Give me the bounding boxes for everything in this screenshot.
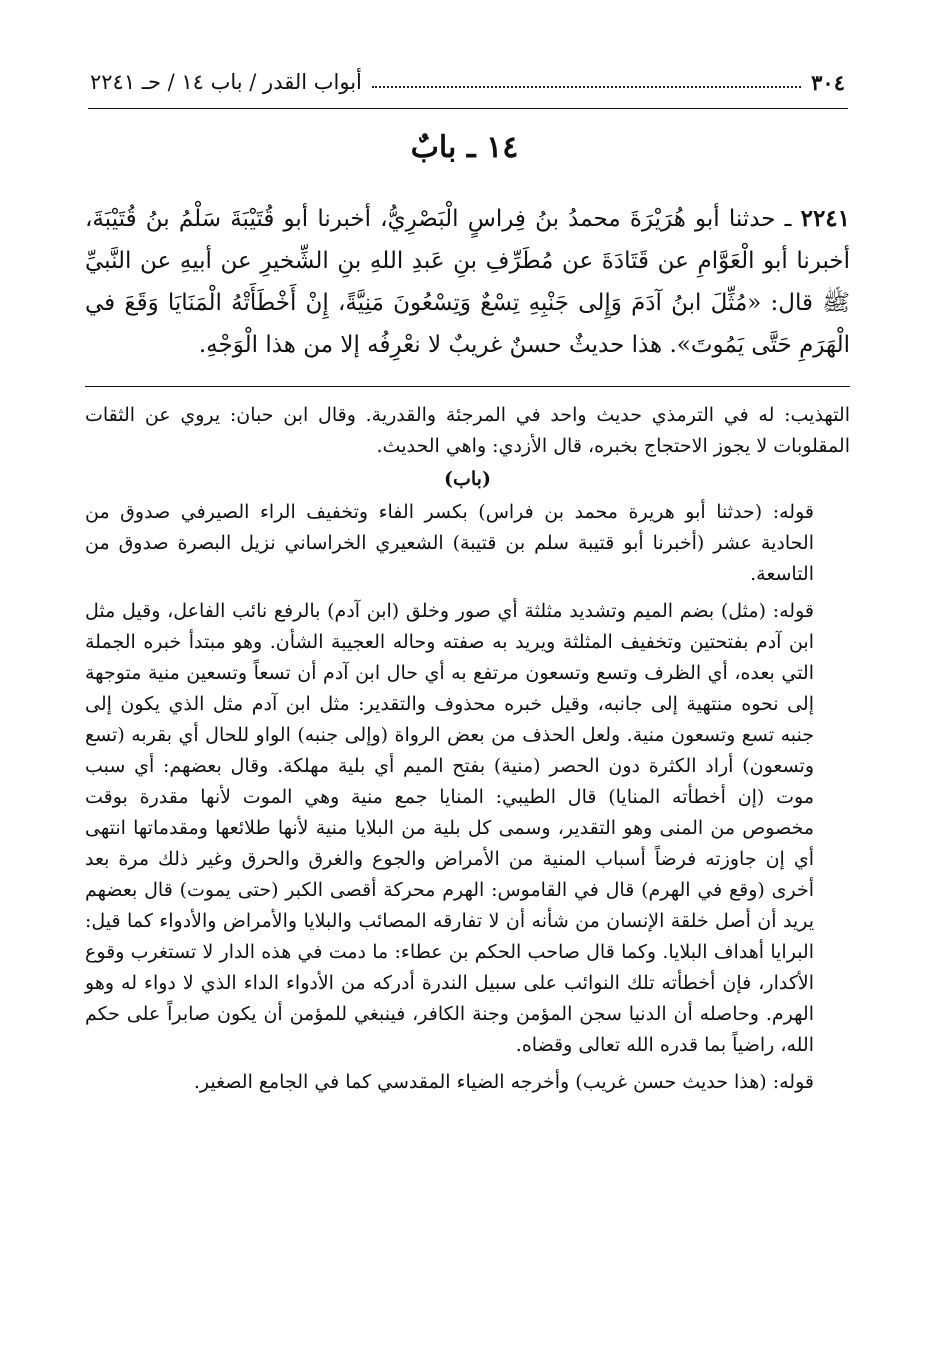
bab-heading: (باب) — [444, 468, 491, 490]
header-dot-leader — [372, 72, 801, 88]
commentary-paragraph-3: قوله: (هذا حديث حسن غريب) وأخرجه الضياء المقدسي كما في الجامع الصغير. — [193, 1071, 814, 1093]
footnote-separator-rule — [85, 386, 850, 387]
commentary-paragraph-1: قوله: (حدثنا أبو هريرة محمد بن فراس) بكسر الفاء وتخفيف الراء الصيرفي صدوق من الحادية عشر (أخبرنا أبو قتيبة سلم بن قتيبة) الشعيري الخراساني نزيل البصرة صدوق من التاسعة. — [85, 501, 814, 585]
page-header — [90, 62, 845, 102]
header-rule — [88, 108, 848, 109]
hadith-body: ـ حدثنا أبو هُرَيْرَةَ محمدُ بنُ فِراسٍ الْبَصْرِيُّ، أخبرنا أبو قُتَيْبَةَ سَلْمُ بنُ قُتَيْبَةَ، أخبرنا أبو الْعَوَّامِ عن قَتَادَةَ عن مُطَرِّفِ بنِ عَبدِ اللهِ بنِ الشِّخيرِ عن أبيهِ عن النَّبيِّ ﷺ قال: «مُثِّلَ ابنُ آدَمَ وَإِلى جَنْبِهِ تِسْعٌ وَتِسْعُونَ مَنِيَّةً، إِنْ أَخْطَأَتْهُ الْمَنَايَا وَقَعَ في الْهَرَمِ حَتَّى يَمُوتَ». هذا حديثٌ حسنٌ غريبٌ لا نعْرِفُه إلا من هذا الْوَجْهِ. — [85, 206, 850, 358]
hadith-text-block — [85, 198, 850, 366]
running-title: أبواب القدر / باب ١٤ / حـ ٢٢٤١ — [90, 70, 362, 94]
commentary-paragraph-2: قوله: (مثل) بضم الميم وتشديد مثلثة أي صور وخلق (ابن آدم) بالرفع نائب الفاعل، وقيل مثل ابن آدم بفتحتين وتخفيف المثلثة ويريد به صفته وحاله العجيبة الشأن. وهو مبتدأ خبره الجملة التي بعده، أي الظرف وتسع وتسعون مرتفع به أي حال ابن آدم أن تسعاً وتسعين منية متوجهة إلى نحوه منتهية إلى جانبه، وقيل خبره محذوف والتقدير: مثل ابن آدم مثل الذي يكون إلى جنبه تسع وتسعون منية. ولعل الحذف من بعض الرواة (وإلى جنبه) الواو للحال أي بقربه (تسع وتسعون) أراد الكثرة دون الحصر (منية) بفتح الميم أي بلية مهلكة. وقال بعضهم: أي سبب موت (إن أخطأته المنايا) قال الطيبي: المنايا جمع منية وهي الموت لأنها مقدرة بوقت مخصوص من المنى وهو التقدير، وسمى كل بلية من البلايا منية لأنها طلائعها ومقدماتها انتهى أي إن جاوزته فرضاً أسباب المنية من الأمراض والجوع والغرق والحرق وغير ذلك مرة بعد أخرى (وقع في الهرم) قال في القاموس: الهرم محركة أقصى الكبر (حتى يموت) قال بعضهم يريد أن أصل خلقة الإنسان من شأنه أن لا تفارقه المصائب والبلايا والأمراض والأدواء كما قيل: البرايا أهداف البلايا. وكما قال صاحب الحكم بن عطاء: ما دمت في هذه الدار لا تستغرب وقوع الأكدار، فإن أخطأته تلك النوائب على سبيل الندرة أدركه من الأدواء الداء الذي لا دواء له وهو الهرم. وحاصله أن الدنيا سجن المؤمن وجنة الكافر، فينبغي للمؤمن أن يكون صابراً على حكم الله، راضياً بما قدره الله تعالى وقضاه. — [85, 600, 814, 1056]
page-number: ٣٠٤ — [811, 69, 845, 95]
commentary-section — [85, 400, 850, 1098]
tahdhib-note: التهذيب: له في الترمذي حديث واحد في المرجئة والقدرية. وقال ابن حبان: يروي عن الثقات المقلوبات لا يجوز الاحتجاج بخبره، قال الأزدي: واهي الحديث. — [85, 404, 850, 457]
chapter-title: ١٤ ـ بابٌ — [410, 130, 519, 165]
hadith-number: ٢٢٤١ — [800, 205, 851, 232]
